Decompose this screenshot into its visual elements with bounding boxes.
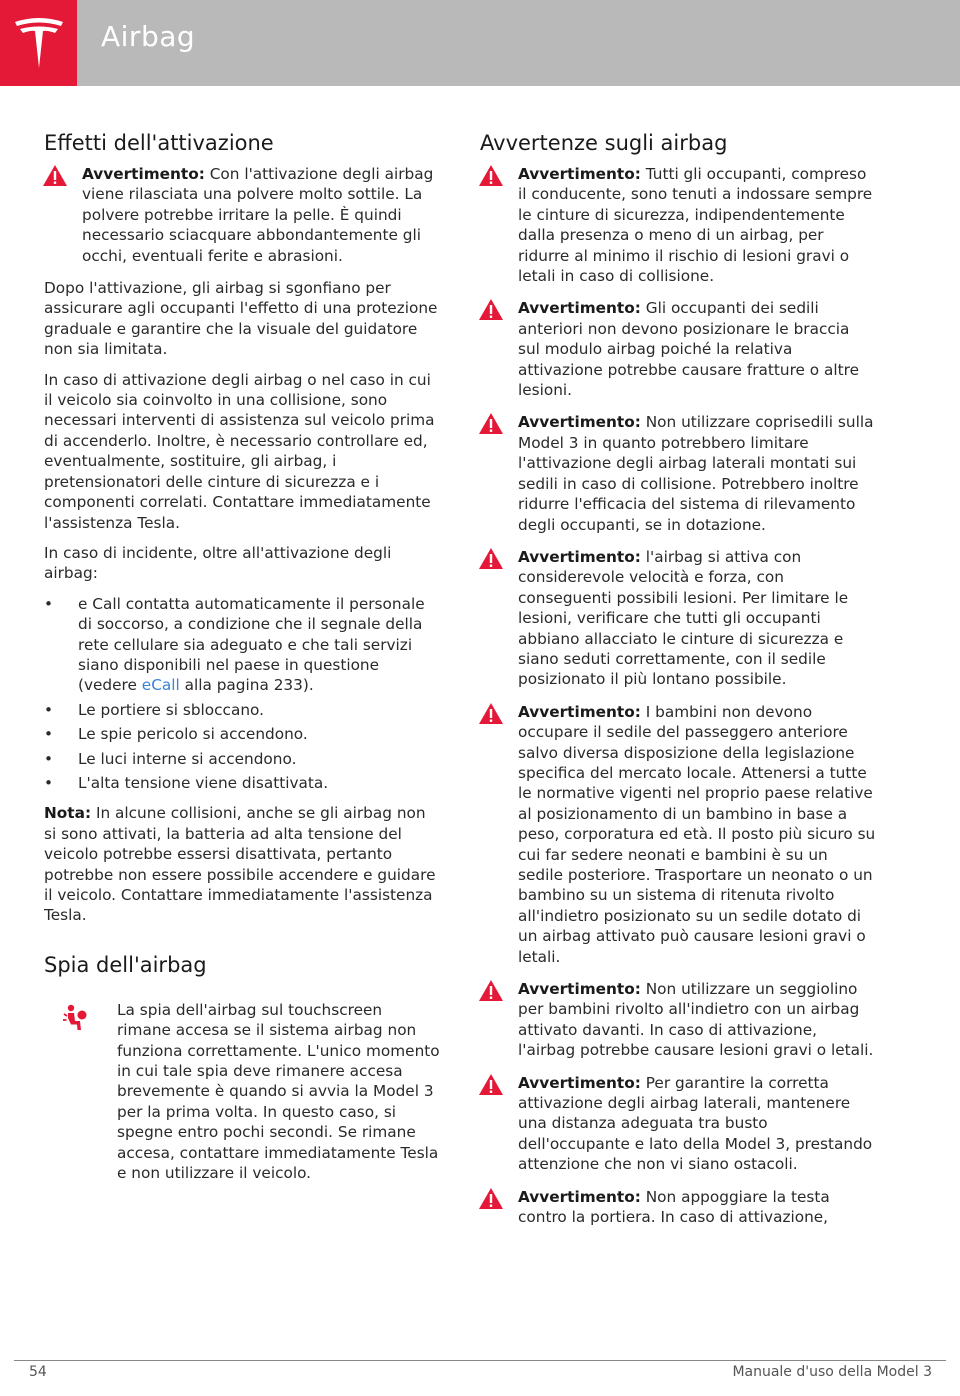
tesla-logo-icon bbox=[13, 16, 65, 70]
right-column bbox=[480, 128, 876, 1240]
warning-label: Avvertimento: bbox=[518, 702, 641, 721]
bullet: • bbox=[44, 700, 54, 719]
note-paragraph bbox=[44, 803, 440, 925]
warning-body: Tutti gli occupanti, compreso il conducente, sono tenuti a indossare sempre le cinture di sicurezza, indipendentemente dalla presenza o meno di un airbag, per ridurre al minimo il rischio di lesioni gravi o letali in caso di collisione. bbox=[518, 165, 873, 286]
warning-text bbox=[518, 979, 876, 1061]
paragraph: In caso di incidente, oltre all'attivazione degli airbag: bbox=[44, 543, 392, 583]
warning-text bbox=[518, 412, 876, 534]
indicator-block bbox=[44, 1000, 440, 1184]
footer-title: Manuale d'uso della Model 3 bbox=[732, 1364, 932, 1380]
warning-block bbox=[44, 164, 440, 266]
heading-airbag-indicator: Spia dell'airbag bbox=[44, 952, 207, 977]
bullet: • bbox=[44, 725, 54, 744]
warning-label: Avvertimento: bbox=[518, 413, 641, 432]
warning-block bbox=[480, 1187, 876, 1228]
warning-text bbox=[518, 547, 876, 690]
warning-triangle-icon bbox=[478, 412, 504, 435]
ecall-link[interactable]: eCall bbox=[141, 676, 180, 695]
warning-label: Avvertimento: bbox=[518, 547, 641, 566]
warning-text bbox=[518, 702, 876, 967]
warning-triangle-icon bbox=[478, 979, 504, 1002]
warning-block bbox=[480, 298, 876, 400]
page-title: Airbag bbox=[101, 20, 196, 53]
page-number: 54 bbox=[29, 1364, 47, 1380]
list-item bbox=[44, 749, 440, 769]
warning-triangle-icon bbox=[478, 164, 504, 187]
bullet: • bbox=[44, 594, 54, 613]
paragraph: In caso di attivazione degli airbag o nel caso in cui il veicolo sia coinvolto in una collisione, sono necessari interventi di assistenza sul veicolo prima di accenderlo. Inoltre, è necessario controllare ed, eventualmente, sostituire, gli airbag, i pretensionatori delle cinture di sicurezza e i componenti correlati. Contattare immediatamente l'assistenza Tesla. bbox=[44, 370, 435, 532]
list-item bbox=[44, 724, 440, 744]
warning-triangle-icon bbox=[478, 1073, 504, 1096]
warning-body: l'airbag si attiva con considerevole velocità e forza, con conseguenti possibili lesioni. Per limitare le lesioni, verificare che tutti gli occupanti abbiano allacciato le cinture di sicurezza e siano seduti correttamente, con il sedile posizionato il più lontano possibile. bbox=[518, 547, 849, 689]
airbag-indicator-icon bbox=[62, 1004, 88, 1032]
page-header bbox=[0, 0, 960, 86]
warning-triangle-icon bbox=[478, 1187, 504, 1210]
list-item-text: Le portiere si sbloccano. bbox=[78, 700, 264, 719]
warning-triangle-icon bbox=[478, 298, 504, 321]
warning-body: Per garantire la corretta attivazione degli airbag laterali, mantenere una distanza adeguata tra busto dell'occupante e lato della Model 3, prestando attenzione che non vi siano ostacoli. bbox=[518, 1073, 873, 1174]
warning-body: Gli occupanti dei sedili anteriori non devono posizionare le braccia sul modulo airbag poiché la relativa attivazione potrebbe causare fratture o altre lesioni. bbox=[518, 299, 859, 400]
list-item-text: alla pagina 233). bbox=[179, 676, 314, 695]
list-item-text: Le spie pericolo si accendono. bbox=[78, 725, 308, 744]
warning-block bbox=[480, 164, 876, 286]
warning-body: Con l'attivazione degli airbag viene rilasciata una polvere molto sottile. La polvere potrebbe irritare la pelle. È quindi necessario sciacquare abbondantemente gli occhi, eventuali ferite e abrasioni. bbox=[82, 165, 434, 265]
warning-text bbox=[82, 164, 440, 266]
warning-label: Avvertimento: bbox=[518, 1187, 641, 1206]
warning-label: Avvertimento: bbox=[518, 165, 641, 183]
list-item bbox=[44, 594, 440, 696]
paragraph: Dopo l'attivazione, gli airbag si sgonfiano per assicurare agli occupanti l'effetto di una protezione graduale e garantire che la visuale del guidatore non sia limitata. bbox=[44, 279, 438, 359]
warning-triangle-icon bbox=[42, 164, 68, 187]
note-label: Nota: bbox=[44, 804, 92, 823]
tesla-logo bbox=[0, 0, 77, 86]
warning-text bbox=[518, 1073, 876, 1175]
warning-block bbox=[480, 412, 876, 534]
list-item bbox=[44, 773, 440, 793]
note-text: In alcune collisioni, anche se gli airbag non si sono attivati, la batteria ad alta tensione del veicolo potrebbe essersi disattivata, pertanto potrebbe non essere possibile accendere e guidare il veicolo. Contattare immediatamente l'assistenza Tesla. bbox=[44, 804, 436, 925]
footer-divider bbox=[14, 1360, 946, 1361]
bullet: • bbox=[44, 749, 54, 768]
warning-body: Non utilizzare un seggiolino per bambini rivolto all'indietro con un airbag attivato davanti. In caso di attivazione, l'airbag potrebbe causare lesioni gravi o letali. bbox=[518, 980, 874, 1060]
warning-block bbox=[480, 1073, 876, 1175]
heading-activation-effects: Effetti dell'attivazione bbox=[44, 131, 274, 155]
warning-text bbox=[518, 298, 876, 400]
warning-label: Avvertimento: bbox=[82, 165, 205, 183]
list-item-text: L'alta tensione viene disattivata. bbox=[78, 773, 329, 792]
warning-block bbox=[480, 702, 876, 967]
warning-label: Avvertimento: bbox=[518, 980, 641, 999]
warning-triangle-icon bbox=[478, 702, 504, 725]
bullet-list bbox=[44, 594, 440, 794]
warning-label: Avvertimento: bbox=[518, 1073, 641, 1092]
list-item bbox=[44, 700, 440, 720]
list-item-text: Le luci interne si accendono. bbox=[78, 749, 297, 768]
warning-block bbox=[480, 547, 876, 690]
warning-block bbox=[480, 979, 876, 1061]
warning-text bbox=[518, 1187, 876, 1228]
warning-label: Avvertimento: bbox=[518, 299, 641, 318]
left-column bbox=[44, 128, 440, 1183]
warning-body: Non appoggiare la testa contro la portiera. In caso di attivazione, bbox=[518, 1187, 830, 1227]
heading-airbag-warnings: Avvertenze sugli airbag bbox=[480, 131, 728, 155]
list-item-text: e Call contatta automaticamente il personale di soccorso, a condizione che il segnale della rete cellulare sia adeguato e che tali servizi siano disponibili nel paese in questione (vedere bbox=[78, 594, 425, 695]
indicator-text: La spia dell'airbag sul touchscreen rimane accesa se il sistema airbag non funziona correttamente. L'unico momento in cui tale spia deve rimanere accesa brevemente è quando si avvia la Model 3 per la prima volta. In questo caso, si spegne entro pochi secondi. Se rimane accesa, contattare immediatamente Tesla e non utilizzare il veicolo. bbox=[117, 1000, 440, 1183]
warning-body: Non utilizzare coprisedili sulla Model 3 in quanto potrebbero limitare l'attivazione degli airbag laterali montati sui sedili in caso di collisione. Potrebbero inoltre ridurre l'efficacia del sistema di rilevamento degli occupanti, se in dotazione. bbox=[518, 413, 874, 534]
bullet: • bbox=[44, 773, 54, 792]
warning-body: I bambini non devono occupare il sedile del passeggero anteriore salvo diversa disposizione della legislazione specifica del mercato locale. Attenersi a tutte le normative vigenti nel proprio paese relative al posizionamento di un bambino in base a peso, corporatura ed età. Il posto più sicuro su cui far sedere neonati e bambini è su un sedile posteriore. Trasportare un neonato o un bambino su un sistema di ritenuta rivolto all'indietro posizionato su un sedile dotato di un airbag attivato può causare lesioni gravi o letali. bbox=[518, 702, 876, 966]
warning-triangle-icon bbox=[478, 547, 504, 570]
warning-text bbox=[518, 164, 876, 286]
